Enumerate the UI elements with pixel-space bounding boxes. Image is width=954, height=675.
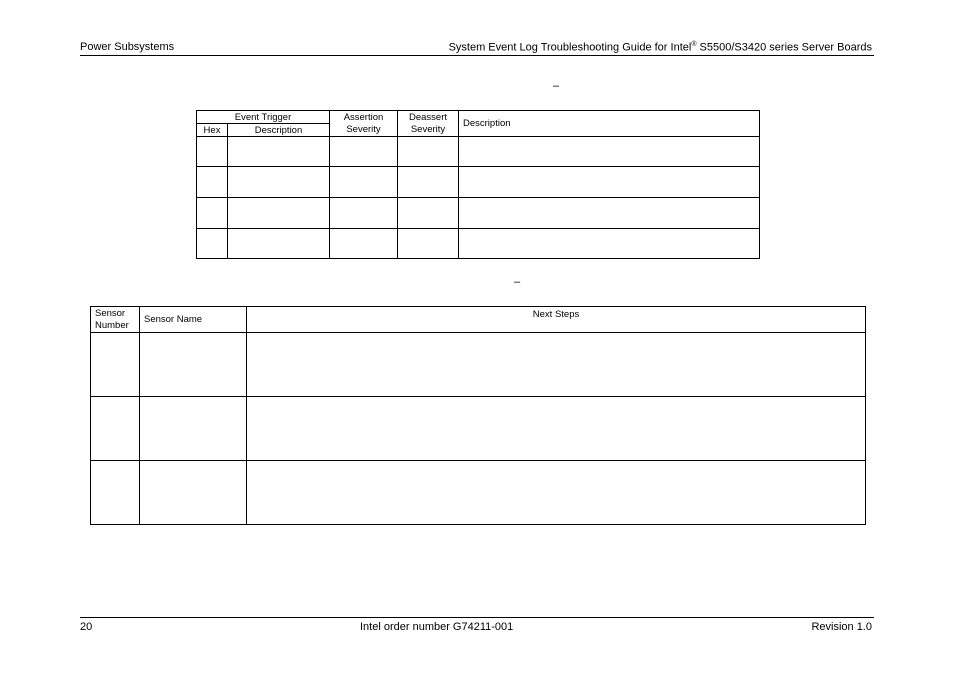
table-row bbox=[197, 198, 760, 229]
table-row bbox=[91, 333, 866, 397]
header-right bbox=[449, 41, 872, 54]
next-steps-header: Next Steps bbox=[247, 307, 866, 333]
order-number: Intel order number G74211-001 bbox=[360, 621, 514, 633]
page-number: 20 bbox=[80, 621, 93, 633]
event-trigger-header: Event Trigger bbox=[197, 111, 330, 124]
sensor-number-header: Sensor Number bbox=[91, 307, 140, 333]
table-row bbox=[197, 229, 760, 259]
table-row bbox=[91, 461, 866, 525]
registered-mark: ® bbox=[691, 41, 697, 48]
revision: Revision 1.0 bbox=[811, 621, 872, 633]
header-left: Power Subsystems bbox=[80, 41, 175, 53]
deassert-severity-header: Deassert Severity bbox=[398, 111, 459, 137]
assertion-severity-header: Assertion Severity bbox=[330, 111, 398, 137]
table-row bbox=[197, 167, 760, 198]
event-trigger-table bbox=[196, 110, 760, 259]
sensor-name-header: Sensor Name bbox=[140, 307, 247, 333]
next-steps-table bbox=[90, 306, 866, 525]
table1-caption-dash: – bbox=[553, 80, 560, 92]
description-header: Description bbox=[459, 111, 760, 137]
header-right-suffix: S5500/S3420 series Server Boards bbox=[696, 41, 872, 54]
trigger-description-header: Description bbox=[228, 124, 330, 137]
table-row bbox=[91, 397, 866, 461]
table2-caption-dash: – bbox=[514, 276, 521, 288]
hex-header: Hex bbox=[197, 124, 228, 137]
header-right-prefix: System Event Log Troubleshooting Guide for Intel bbox=[448, 41, 692, 54]
footer-rule bbox=[80, 617, 874, 618]
table-row bbox=[197, 137, 760, 167]
header-rule bbox=[80, 55, 874, 56]
